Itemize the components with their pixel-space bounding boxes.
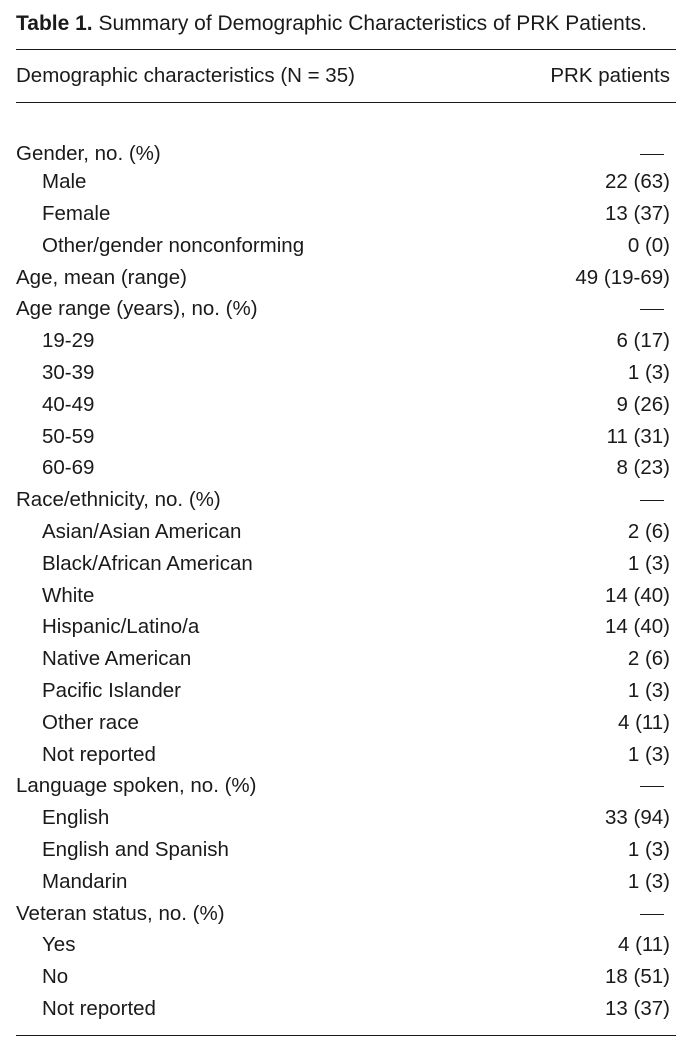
row-value: 4 (11) xyxy=(617,933,670,957)
table-row xyxy=(16,230,676,262)
header-characteristics: Demographic characteristics (N = 35) xyxy=(16,64,355,87)
em-dash-placeholder xyxy=(640,914,664,915)
table-row xyxy=(16,452,676,484)
row-label: Other/gender nonconforming xyxy=(42,233,305,257)
row-value: 1 (3) xyxy=(627,360,670,384)
row-label: 40-49 xyxy=(42,392,95,416)
table-caption-text: Summary of Demographic Characteristics of PRK Patients. xyxy=(98,12,648,35)
table-row xyxy=(16,707,676,739)
row-value xyxy=(497,770,676,802)
row-value: 13 (37) xyxy=(605,996,670,1020)
table-caption-label: Table 1. xyxy=(16,12,93,35)
row-label: No xyxy=(42,965,69,989)
demographics-table xyxy=(16,50,676,1025)
table-row xyxy=(16,898,676,930)
table-row xyxy=(16,739,676,771)
row-label: Gender, no. (%) xyxy=(16,142,161,166)
row-value: 0 (0) xyxy=(627,233,670,257)
row-label: Male xyxy=(42,170,87,194)
table-row xyxy=(16,325,676,357)
table-row xyxy=(16,993,676,1025)
table-row xyxy=(16,770,676,802)
table-bottom-rule xyxy=(16,1035,676,1036)
table-row xyxy=(16,611,676,643)
em-dash-placeholder xyxy=(640,154,664,155)
row-value: 13 (37) xyxy=(605,201,670,225)
row-value xyxy=(497,484,676,516)
row-value xyxy=(497,134,676,166)
row-label: 60-69 xyxy=(42,456,95,480)
row-label: Native American xyxy=(42,647,192,671)
row-label: Yes xyxy=(42,933,76,957)
table-row xyxy=(16,293,676,325)
row-value: 9 (26) xyxy=(616,392,670,416)
table-header xyxy=(16,50,676,103)
table-row xyxy=(16,929,676,961)
row-label: Other race xyxy=(42,710,139,734)
row-label: Language spoken, no. (%) xyxy=(16,774,257,798)
row-value: 6 (17) xyxy=(616,329,670,353)
row-label: Race/ethnicity, no. (%) xyxy=(16,488,221,512)
row-value: 1 (3) xyxy=(627,551,670,575)
header-row xyxy=(16,50,676,103)
table-caption xyxy=(16,10,676,38)
table-row xyxy=(16,802,676,834)
row-value: 49 (19-69) xyxy=(575,265,670,289)
row-label: Veteran status, no. (%) xyxy=(16,901,225,925)
table-row xyxy=(16,643,676,675)
row-label: Age range (years), no. (%) xyxy=(16,297,258,321)
row-label: Female xyxy=(42,201,111,225)
table-row xyxy=(16,357,676,389)
row-value: 1 (3) xyxy=(627,869,670,893)
header-prk-patients: PRK patients xyxy=(550,64,670,87)
row-label: Not reported xyxy=(42,996,156,1020)
row-label: 50-59 xyxy=(42,424,95,448)
table-body xyxy=(16,103,676,1025)
row-value: 14 (40) xyxy=(605,583,670,607)
row-value: 11 (31) xyxy=(606,424,670,448)
table-row xyxy=(16,134,676,166)
em-dash-placeholder xyxy=(640,786,664,787)
em-dash-placeholder xyxy=(640,500,664,501)
row-value: 22 (63) xyxy=(605,170,670,194)
table-row xyxy=(16,834,676,866)
row-value: 2 (6) xyxy=(627,647,670,671)
row-label: English xyxy=(42,806,110,830)
table-row xyxy=(16,484,676,516)
row-label: English and Spanish xyxy=(42,837,229,861)
row-value: 1 (3) xyxy=(627,837,670,861)
row-value: 33 (94) xyxy=(605,806,670,830)
row-value xyxy=(497,898,676,930)
table-row xyxy=(16,516,676,548)
em-dash-placeholder xyxy=(640,309,664,310)
row-value: 1 (3) xyxy=(627,742,670,766)
table-row xyxy=(16,675,676,707)
row-label: Asian/Asian American xyxy=(42,519,242,543)
row-value: 8 (23) xyxy=(616,456,670,480)
table-row xyxy=(16,166,676,198)
row-label: Not reported xyxy=(42,742,156,766)
table-row xyxy=(16,548,676,580)
row-label: White xyxy=(42,583,95,607)
row-label: 19-29 xyxy=(42,329,95,353)
row-value: 2 (6) xyxy=(627,519,670,543)
table-row xyxy=(16,389,676,421)
table-row xyxy=(16,580,676,612)
row-value: 18 (51) xyxy=(605,965,670,989)
table-row xyxy=(16,262,676,294)
row-label: Hispanic/Latino/a xyxy=(42,615,200,639)
row-label: Black/African American xyxy=(42,551,253,575)
table-row xyxy=(16,198,676,230)
row-value: 14 (40) xyxy=(605,615,670,639)
row-value: 1 (3) xyxy=(627,678,670,702)
row-value: 4 (11) xyxy=(617,710,670,734)
table-row xyxy=(16,961,676,993)
row-label: 30-39 xyxy=(42,360,95,384)
table-row xyxy=(16,421,676,453)
row-label: Pacific Islander xyxy=(42,678,182,702)
table-row xyxy=(16,866,676,898)
row-label: Age, mean (range) xyxy=(16,265,187,289)
table-figure xyxy=(16,10,676,1036)
row-label: Mandarin xyxy=(42,869,128,893)
row-value xyxy=(497,293,676,325)
